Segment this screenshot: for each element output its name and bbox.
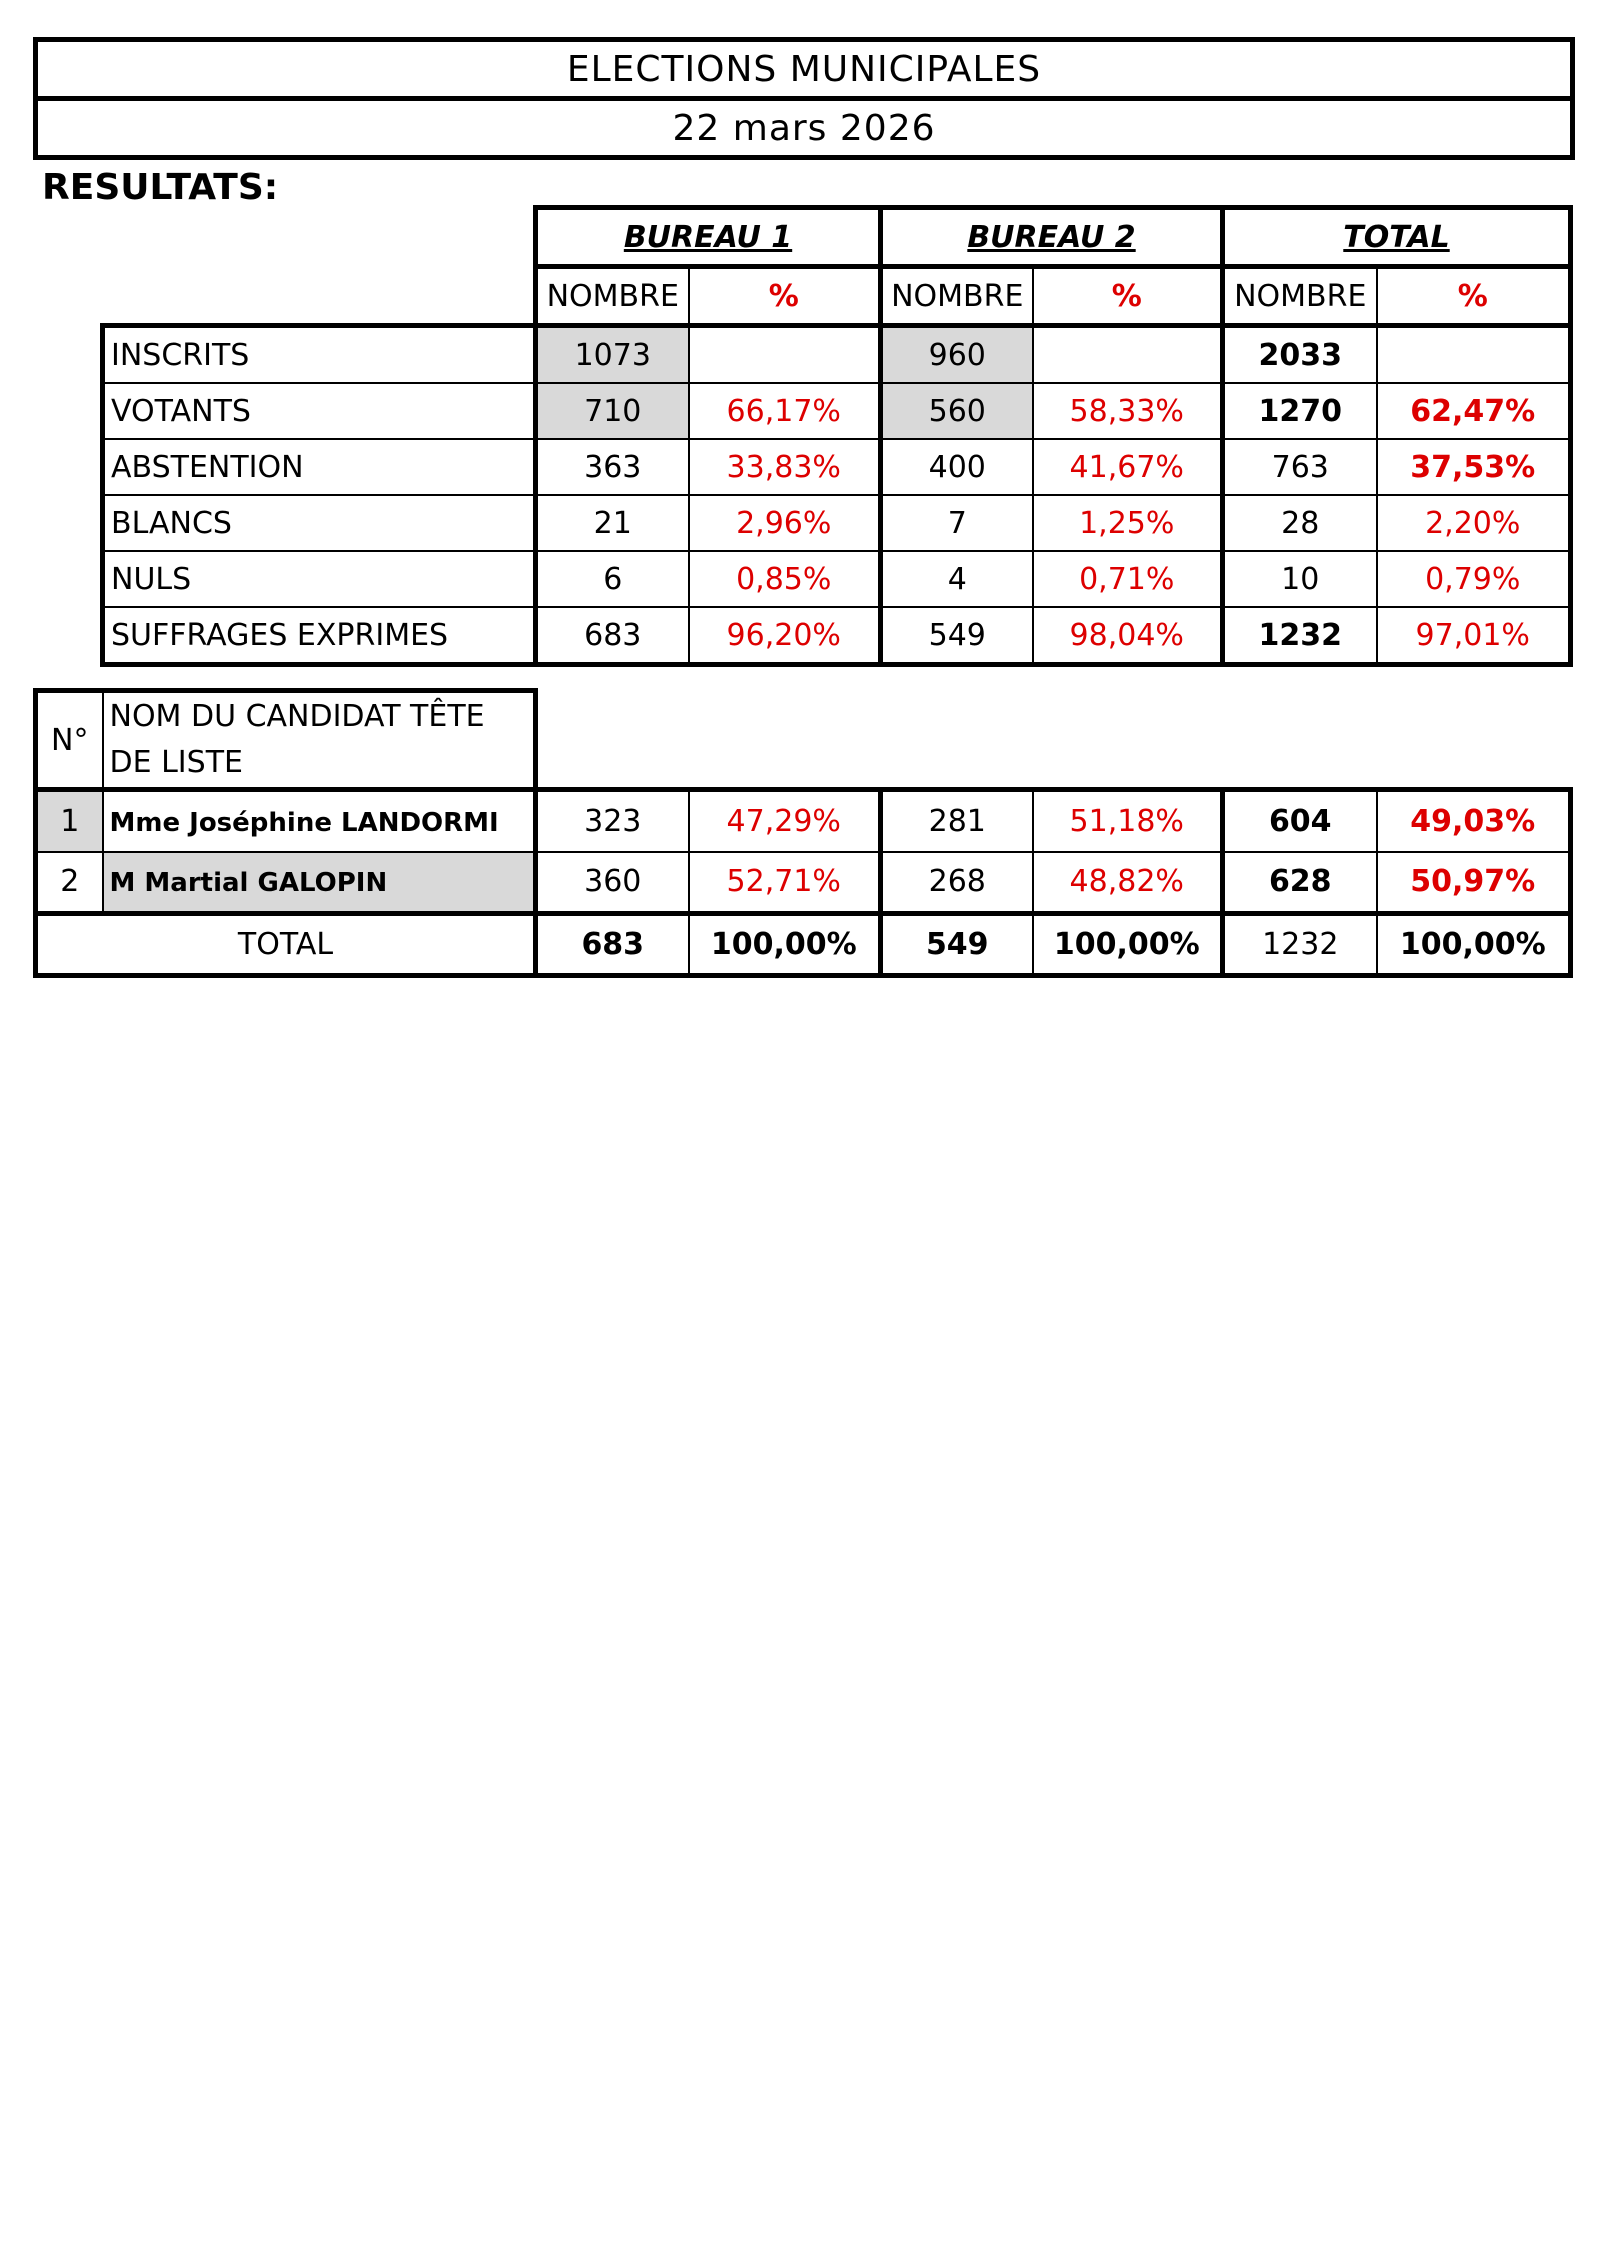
results-table bbox=[100, 205, 1573, 667]
b2-percent: 51,18% bbox=[1033, 790, 1223, 852]
b2-percent: 48,82% bbox=[1033, 852, 1223, 914]
candidates-header-row bbox=[36, 691, 1571, 790]
candidates-table bbox=[33, 688, 1573, 978]
b1-percent: 52,71% bbox=[689, 852, 881, 914]
b2-nombre: 960 bbox=[881, 326, 1033, 384]
b1-percent: 0,85% bbox=[689, 551, 881, 607]
col-header-nombre: NOMBRE bbox=[1223, 267, 1377, 326]
total-percent: 2,20% bbox=[1377, 495, 1571, 551]
b1-nombre: 363 bbox=[536, 439, 689, 495]
table-row-abstention bbox=[103, 439, 1571, 495]
table-row-nuls bbox=[103, 551, 1571, 607]
group-label: BUREAU 1 bbox=[623, 219, 793, 255]
column-header-row bbox=[103, 267, 1571, 326]
b1-nombre: 6 bbox=[536, 551, 689, 607]
col-header-nombre: NOMBRE bbox=[536, 267, 689, 326]
group-header-total bbox=[1223, 208, 1571, 267]
total-nombre: 1232 bbox=[1223, 607, 1377, 665]
b1-percent: 2,96% bbox=[689, 495, 881, 551]
b2-percent: 41,67% bbox=[1033, 439, 1223, 495]
document-title: ELECTIONS MUNICIPALES bbox=[566, 48, 1042, 90]
row-label: SUFFRAGES EXPRIMES bbox=[103, 607, 536, 665]
candidate-name-text: Mme Joséphine LANDORMI bbox=[109, 807, 499, 838]
row-label: NULS bbox=[103, 551, 536, 607]
total-percent bbox=[1377, 326, 1571, 384]
b2-nombre: 549 bbox=[881, 607, 1033, 665]
total-label: TOTAL bbox=[36, 914, 536, 976]
table-row-candidate-2 bbox=[36, 852, 1571, 914]
b1-percent: 33,83% bbox=[689, 439, 881, 495]
total-percent: 50,97% bbox=[1377, 852, 1571, 914]
total-nombre: 28 bbox=[1223, 495, 1377, 551]
table-row-total bbox=[36, 914, 1571, 976]
total-nombre: 628 bbox=[1223, 852, 1377, 914]
b1-percent: 100,00% bbox=[689, 914, 881, 976]
candidate-name bbox=[103, 790, 536, 852]
b1-nombre: 1073 bbox=[536, 326, 689, 384]
title-box bbox=[33, 37, 1575, 160]
b2-nombre: 4 bbox=[881, 551, 1033, 607]
group-header-bureau-1 bbox=[536, 208, 881, 267]
b1-percent: 47,29% bbox=[689, 790, 881, 852]
empty-corner bbox=[103, 208, 536, 267]
row-label: VOTANTS bbox=[103, 383, 536, 439]
group-label: TOTAL bbox=[1343, 219, 1450, 255]
b2-nombre: 281 bbox=[881, 790, 1033, 852]
b2-nombre: 549 bbox=[881, 914, 1033, 976]
table-row-inscrits bbox=[103, 326, 1571, 384]
total-nombre: 2033 bbox=[1223, 326, 1377, 384]
total-nombre: 1232 bbox=[1223, 914, 1377, 976]
table-row-blancs bbox=[103, 495, 1571, 551]
total-percent: 62,47% bbox=[1377, 383, 1571, 439]
b1-percent: 66,17% bbox=[689, 383, 881, 439]
table-row-votants bbox=[103, 383, 1571, 439]
b1-nombre: 683 bbox=[536, 607, 689, 665]
b1-nombre: 323 bbox=[536, 790, 689, 852]
b2-percent: 1,25% bbox=[1033, 495, 1223, 551]
b2-percent: 98,04% bbox=[1033, 607, 1223, 665]
row-label: INSCRITS bbox=[103, 326, 536, 384]
row-label: ABSTENTION bbox=[103, 439, 536, 495]
table-row-suffrages-exprimes bbox=[103, 607, 1571, 665]
col-header-number: N° bbox=[36, 691, 103, 790]
b2-percent: 0,71% bbox=[1033, 551, 1223, 607]
candidate-number: 2 bbox=[36, 852, 103, 914]
total-nombre: 10 bbox=[1223, 551, 1377, 607]
empty-corner bbox=[103, 267, 536, 326]
total-nombre: 1270 bbox=[1223, 383, 1377, 439]
b2-nombre: 268 bbox=[881, 852, 1033, 914]
b1-nombre: 360 bbox=[536, 852, 689, 914]
total-percent: 100,00% bbox=[1377, 914, 1571, 976]
col-header-nombre: NOMBRE bbox=[881, 267, 1033, 326]
b2-nombre: 400 bbox=[881, 439, 1033, 495]
col-header-percent: % bbox=[1033, 267, 1223, 326]
b2-percent bbox=[1033, 326, 1223, 384]
candidate-number: 1 bbox=[36, 790, 103, 852]
b2-nombre: 7 bbox=[881, 495, 1033, 551]
b1-nombre: 683 bbox=[536, 914, 689, 976]
total-nombre: 604 bbox=[1223, 790, 1377, 852]
b1-percent bbox=[689, 326, 881, 384]
b1-nombre: 710 bbox=[536, 383, 689, 439]
total-percent: 49,03% bbox=[1377, 790, 1571, 852]
row-label: BLANCS bbox=[103, 495, 536, 551]
b1-nombre: 21 bbox=[536, 495, 689, 551]
total-nombre: 763 bbox=[1223, 439, 1377, 495]
col-header-candidate-name: NOM DU CANDIDAT TÊTE DE LISTE bbox=[103, 691, 536, 790]
total-percent: 97,01% bbox=[1377, 607, 1571, 665]
col-header-percent: % bbox=[1377, 267, 1571, 326]
election-date: 22 mars 2026 bbox=[38, 96, 1570, 155]
section-label: RESULTATS: bbox=[42, 167, 279, 208]
group-label: BUREAU 2 bbox=[967, 219, 1136, 255]
col-header-percent: % bbox=[689, 267, 881, 326]
table-row-candidate-1 bbox=[36, 790, 1571, 852]
b1-percent: 96,20% bbox=[689, 607, 881, 665]
candidate-name bbox=[103, 852, 536, 914]
empty-header-space bbox=[536, 691, 1571, 790]
group-header-row bbox=[103, 208, 1571, 267]
candidate-name-text: M Martial GALOPIN bbox=[109, 868, 388, 899]
b2-percent: 100,00% bbox=[1033, 914, 1223, 976]
b2-percent: 58,33% bbox=[1033, 383, 1223, 439]
total-percent: 37,53% bbox=[1377, 439, 1571, 495]
total-percent: 0,79% bbox=[1377, 551, 1571, 607]
group-header-bureau-2 bbox=[881, 208, 1223, 267]
b2-nombre: 560 bbox=[881, 383, 1033, 439]
